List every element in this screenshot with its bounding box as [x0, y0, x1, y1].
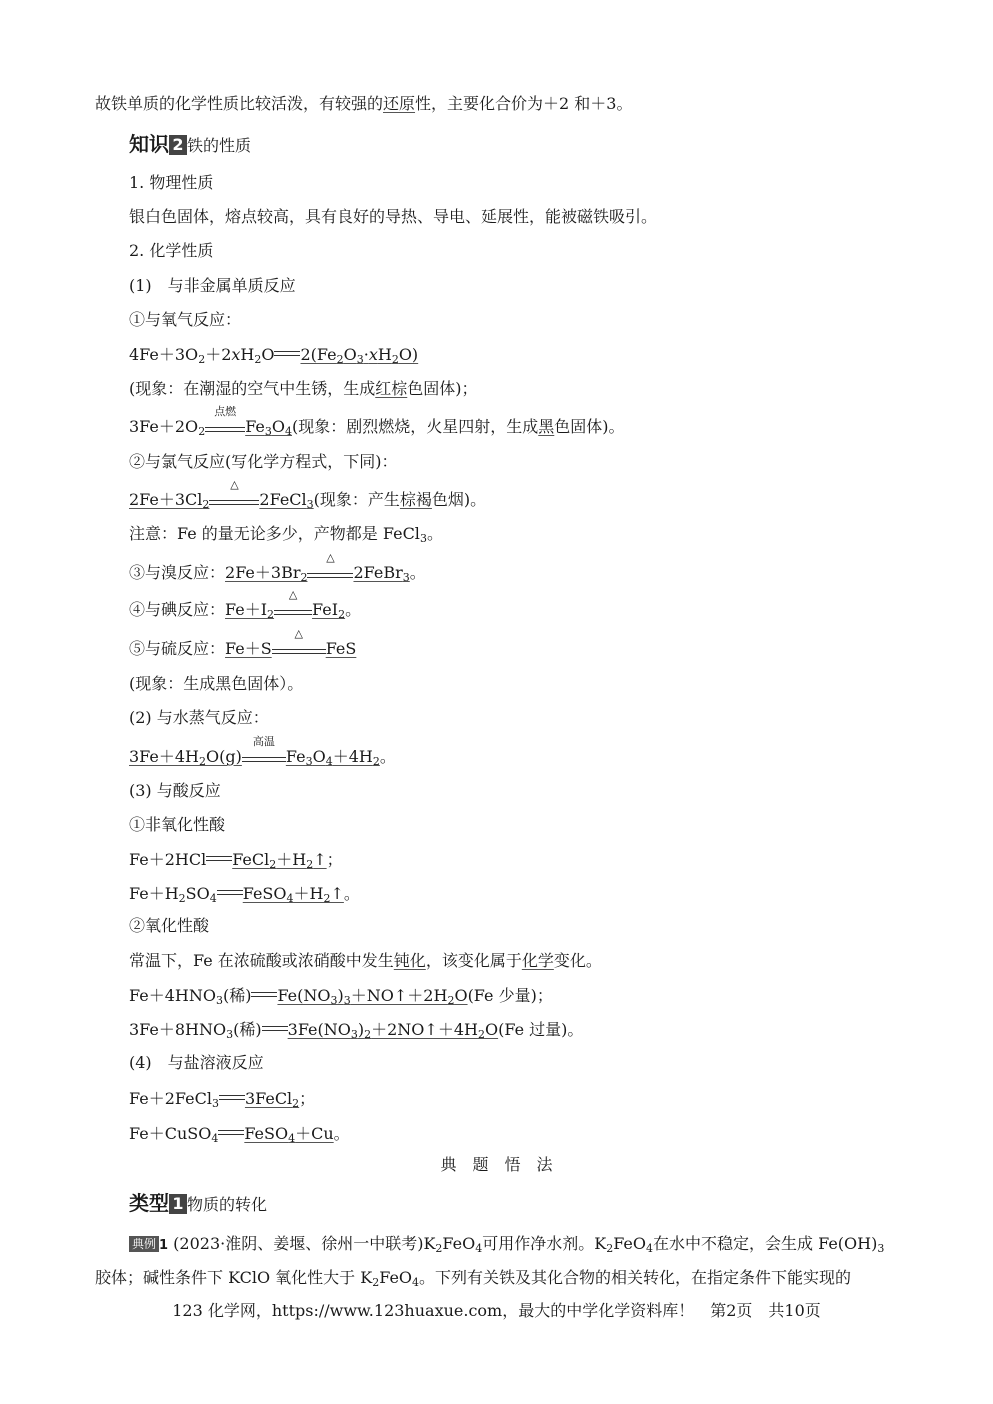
rust-phenomenon: (现象：在潮湿的空气中生锈，生成红棕色固体)；: [129, 379, 478, 398]
passivation-line: 常温下，Fe 在浓硫酸或浓硝酸中发生钝化，该变化属于化学变化。: [129, 951, 602, 970]
equation-water: $3Fe+4H_2O(g)$ 高温 $Fe_3O_4+4H_2$。: [129, 735, 396, 768]
equation-iodine: ④与碘反应：$Fe+I_2$ △ FeI$_2$。: [129, 588, 362, 621]
type-label: 类型: [129, 1191, 169, 1215]
section-number-badge: 2: [169, 135, 187, 155]
answer-blank: 棕褐: [399, 490, 432, 509]
answer-blank: 钝化: [393, 951, 426, 970]
equation-combustion: $3Fe+2O_2$ 点燃 $Fe_3O_4$(现象：剧烈燃烧，火星四射，生成黑色固体)。: [129, 405, 625, 438]
equation-hno3-little: $Fe+4HNO_3$(稀) $Fe(NO_3)_3+NO↑+2H_2O(Fe$ 少量)；: [129, 986, 553, 1007]
equation-hcl: Fe＋2HCl $FeCl_2+H_2↑$；: [129, 850, 343, 871]
answer-blank: 还原: [383, 94, 416, 113]
answer-blank: 化学: [521, 951, 554, 970]
example-number: 1: [159, 1238, 169, 1253]
equation-h2so4: $Fe+H_2SO_4$ $FeSO_4+H_2↑$。: [129, 884, 360, 905]
answer-blank: 红棕: [375, 379, 408, 398]
nonmetal-title: (1) 与非金属单质反应: [129, 276, 296, 295]
intro-line: [95, 93, 632, 115]
dianti-heading: 典 题 悟 法: [440, 1155, 553, 1174]
equation-chlorine: $2Fe+3Cl_2$ △ 2FeCl$_3$(现象：产生棕褐色烟)。: [129, 478, 487, 511]
section-title: 铁的性质: [187, 136, 252, 155]
example-source: (2023·淮阴、姜堰、徐州一中联考): [173, 1234, 424, 1253]
chlorine-note: 注意：Fe 的量无论多少，产物都是 FeCl$_3$。: [129, 524, 443, 545]
chemical-title: 2. 化学性质: [129, 241, 214, 260]
water-title: (2) 与水蒸气反应：: [129, 708, 269, 727]
sulfur-phenomenon: (现象：生成黑色固体）。: [129, 674, 304, 693]
physical-text: 银白色固体，熔点较高，具有良好的导热、导电、延展性，能被磁铁吸引。: [129, 207, 658, 226]
example-badge: 典例: [129, 1236, 159, 1252]
section-heading: [129, 131, 251, 159]
example-line-2: 胶体；碱性条件下 KClO 氧化性大于 $K_2FeO_4$。下列有关铁及其化合物的相关转化，在指定条件下能实现的: [95, 1268, 852, 1289]
type-number-badge: 1: [169, 1194, 187, 1214]
page-footer: 123 化学网，https://www.123huaxue.com，最大的中学化学资料库！ 第2页 共10页: [172, 1301, 821, 1320]
salt-title: (4) 与盐溶液反应: [129, 1053, 264, 1072]
equation-fecl3: Fe＋2FeCl$_3$ 3FeCl$_2$；: [129, 1089, 316, 1110]
acid-title: (3) 与酸反应: [129, 781, 221, 800]
equation-rust: $4Fe+3O_2+2xH_2O$ $2(Fe_2O_3\cdot xH_2O)$: [129, 345, 419, 366]
chlorine-title: ②与氯气反应(写化学方程式，下同)：: [129, 452, 398, 471]
answer-blank: 黑: [538, 417, 555, 436]
equation-bromine: ③与溴反应：$2Fe+3Br_2$ △ 2FeBr$_3$。: [129, 551, 426, 584]
intro-text: 故铁单质的化学性质比较活泼，有较强的: [95, 94, 384, 113]
equation-cuso4: Fe＋CuSO$_4$ FeSO$_4$＋Cu。: [129, 1124, 350, 1145]
equation-sulfur: ⑤与硫反应：Fe＋S △ FeS: [129, 627, 357, 658]
type-heading: [129, 1190, 267, 1218]
section-label: 知识: [129, 132, 169, 156]
nonoxidizing-acid-title: ①非氧化性酸: [129, 815, 226, 834]
equation-hno3-excess: $3Fe+8HNO_3$(稀) $3Fe(NO_3)_2+2NO↑+4H_2O(Fe$ 过量)。: [129, 1020, 584, 1041]
physical-title: 1. 物理性质: [129, 173, 214, 192]
type-title: 物质的转化: [187, 1195, 268, 1214]
example-line-1: 典例 1 (2023·淮阴、姜堰、徐州一中联考)$K_2FeO_4$可用作净水剂。$K_2FeO_4$在水中不稳定，会生成 $Fe(OH)_3$: [129, 1233, 884, 1257]
intro-text: 性，主要化合价为＋2 和＋3。: [415, 94, 633, 113]
oxygen-title: ①与氧气反应：: [129, 310, 242, 329]
oxidizing-acid-title: ②氧化性酸: [129, 916, 210, 935]
